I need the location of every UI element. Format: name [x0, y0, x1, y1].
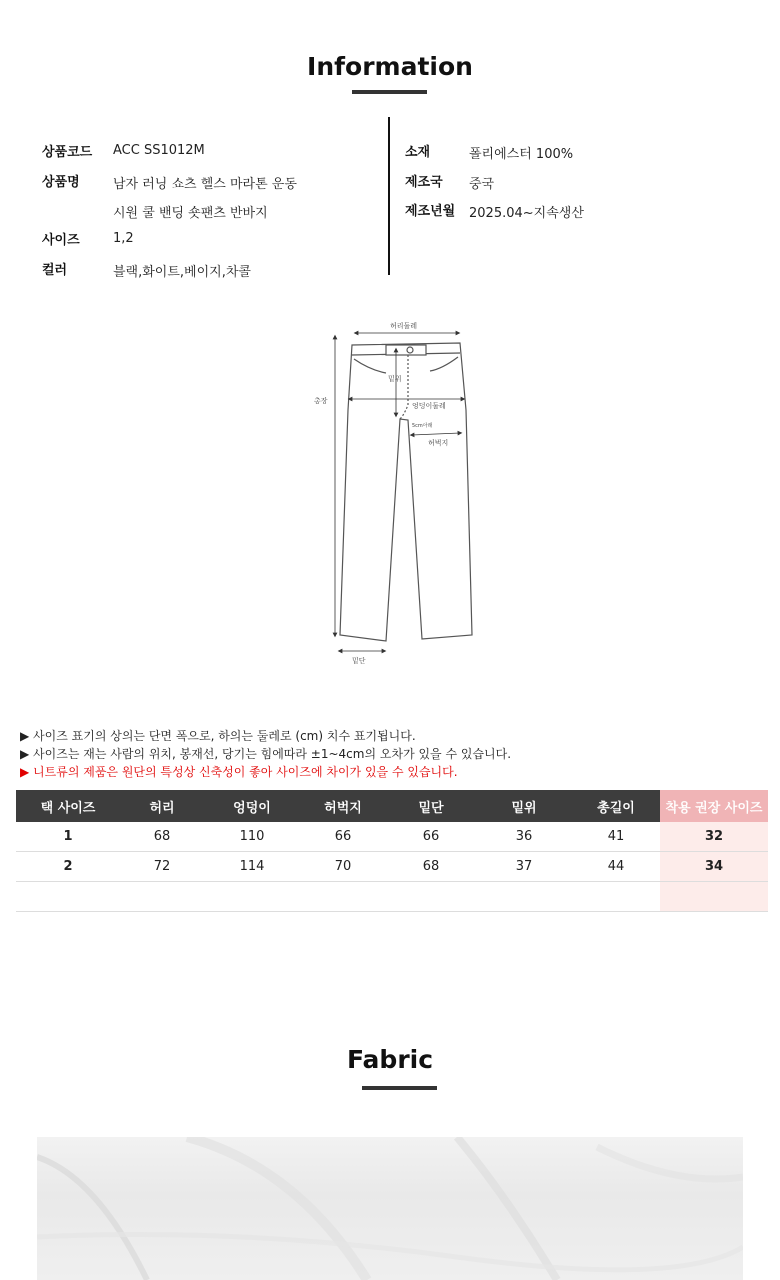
diagram-label-length: 총장 — [314, 397, 328, 405]
size-notes — [20, 727, 511, 781]
size-table — [16, 790, 768, 912]
table-cell: 2 — [16, 852, 120, 882]
info-label-product-code: 상품코드 — [42, 145, 93, 160]
info-value-size: 1,2 — [113, 231, 134, 246]
size-table-header-row — [16, 790, 768, 822]
table-cell: 110 — [204, 822, 300, 852]
table-cell — [16, 882, 120, 912]
info-value-manufacture-date: 2025.04~지속생산 — [469, 206, 584, 221]
info-divider — [388, 117, 390, 275]
information-title: Information — [307, 52, 473, 81]
header-total-length: 총길이 — [572, 790, 660, 822]
info-value-product-name-line2: 시원 쿨 밴딩 숏팬츠 반바지 — [113, 206, 268, 221]
table-cell: 66 — [386, 822, 476, 852]
header-rise: 밑위 — [476, 790, 572, 822]
info-value-product-code: ACC SS1012M — [113, 143, 205, 158]
table-cell: 36 — [476, 822, 572, 852]
info-value-color: 블랙,화이트,베이지,차콜 — [113, 265, 251, 280]
info-label-country: 제조국 — [405, 175, 443, 190]
table-cell: 37 — [476, 852, 572, 882]
info-label-size: 사이즈 — [42, 233, 80, 248]
pants-measurement-diagram — [300, 315, 480, 675]
header-thigh: 허벅지 — [300, 790, 386, 822]
table-cell: 70 — [300, 852, 386, 882]
diagram-label-crotch-note: 5cm아래 — [412, 423, 433, 429]
information-title-underline — [352, 90, 427, 94]
info-label-material: 소재 — [405, 145, 431, 160]
table-row — [16, 822, 768, 852]
diagram-label-rise: 밑위 — [388, 375, 402, 383]
table-row — [16, 852, 768, 882]
table-row — [16, 882, 768, 912]
table-cell: 68 — [120, 822, 204, 852]
header-hem: 밑단 — [386, 790, 476, 822]
info-label-manufacture-date: 제조년월 — [405, 204, 456, 219]
fabric-title-underline — [362, 1086, 437, 1090]
table-cell: 41 — [572, 822, 660, 852]
size-note: ▶ 사이즈 표기의 상의는 단면 폭으로, 하의는 둘레로 (cm) 치수 표기됩니다. — [20, 729, 416, 743]
info-label-product-name: 상품명 — [42, 175, 80, 190]
table-cell: 1 — [16, 822, 120, 852]
diagram-label-hem: 밑단 — [352, 657, 366, 665]
diagram-label-waist: 허리둘레 — [390, 322, 418, 330]
info-label-color: 컬러 — [42, 263, 68, 278]
fabric-texture — [37, 1137, 743, 1280]
size-note: ▶ 사이즈는 재는 사람의 위치, 봉재선, 당기는 힘에따라 ±1~4cm의 오차가 있을 수 있습니다. — [20, 747, 512, 761]
info-value-material: 폴리에스터 100% — [469, 147, 574, 162]
table-cell — [300, 882, 386, 912]
table-cell: 72 — [120, 852, 204, 882]
table-cell-recommended: 34 — [660, 852, 768, 882]
fabric-title: Fabric — [346, 1045, 434, 1074]
info-value-product-name: 남자 러닝 쇼츠 헬스 마라톤 운동 — [113, 177, 297, 192]
table-cell — [120, 882, 204, 912]
pants-outline — [340, 343, 472, 641]
table-cell — [572, 882, 660, 912]
table-cell — [386, 882, 476, 912]
fabric-photo — [37, 1137, 743, 1280]
header-tag-size: 택 사이즈 — [16, 790, 120, 822]
table-cell-recommended — [660, 882, 768, 912]
diagram-label-hip: 엉덩이둘레 — [412, 402, 446, 410]
table-cell — [476, 882, 572, 912]
table-cell: 114 — [204, 852, 300, 882]
size-note-warning: ▶ 니트류의 제품은 원단의 특성상 신축성이 좋아 사이즈에 차이가 있을 수 있습니다. — [20, 765, 458, 779]
header-hip: 엉덩이 — [204, 790, 300, 822]
info-value-country: 중국 — [469, 177, 495, 192]
header-waist: 허리 — [120, 790, 204, 822]
header-recommended-size: 착용 권장 사이즈 — [660, 790, 768, 822]
table-cell — [204, 882, 300, 912]
table-cell-recommended: 32 — [660, 822, 768, 852]
table-cell: 66 — [300, 822, 386, 852]
table-cell: 68 — [386, 852, 476, 882]
diagram-label-thigh: 허벅지 — [428, 439, 449, 447]
table-cell: 44 — [572, 852, 660, 882]
